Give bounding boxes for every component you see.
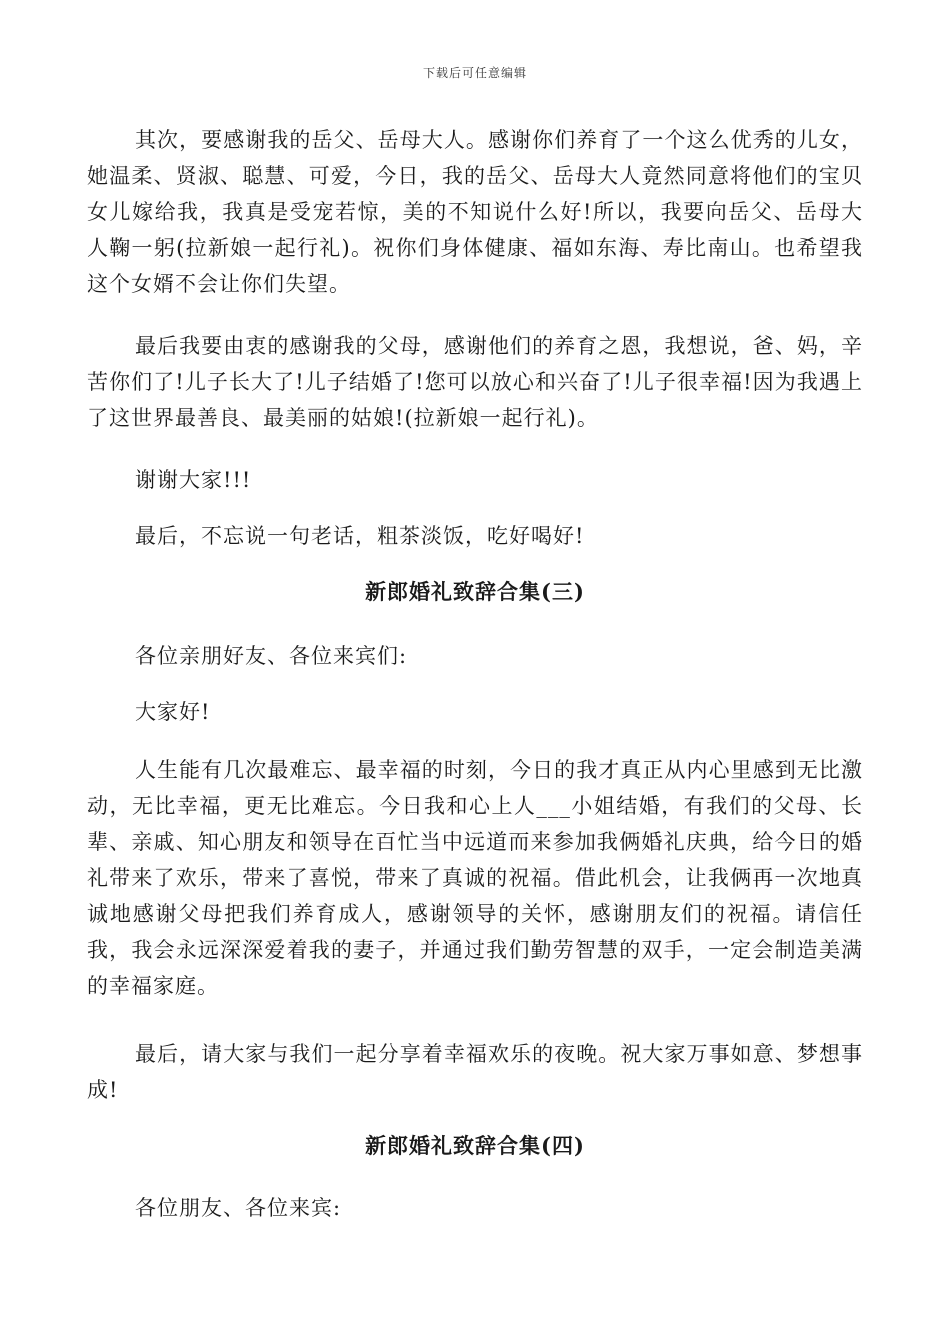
section-heading-four: 新郎婚礼致辞合集(四) [365, 1133, 585, 1158]
paragraph-hello: 大家好! [135, 700, 211, 724]
paragraph-wedding-speech: 人生能有几次最难忘、最幸福的时刻，今日的我才真正从内心里感到无比激动，无比幸福，更无比难忘。今日我和心上人___小姐结婚，有我们的父母、长辈、亲戚、知心朋友和领导在百忙当中远道而来参加我俩婚礼庆典，给今日的婚礼带来了欢乐，带来了喜悦，带来了真诚的祝福。借此机会，让我俩再一次地真诚地感谢父母把我们养育成人，感谢领导的关怀，感谢朋友们的祝福。请信任我，我会永远深深爱着我的妻子，并通过我们勤劳智慧的双手，一定会制造美满的幸福家庭。 [87, 758, 863, 998]
paragraph-greeting-friends: 各位朋友、各位来宾: [135, 1196, 342, 1220]
paragraph-thank-everyone: 谢谢大家!!! [135, 468, 252, 492]
paragraph-thanks-in-laws: 其次，要感谢我的岳父、岳母大人。感谢你们养育了一个这么优秀的儿女，她温柔、贤淑、聪慧、可爱，今日，我的岳父、岳母大人竟然同意将他们的宝贝女儿嫁给我，我真是受宠若惊，美的不知说什么好!所以，我要向岳父、岳母大人鞠一躬(拉新娘一起行礼)。祝你们身体健康、福如东海、寿比南山。也希望我这个女婿不会让你们失望。 [87, 128, 863, 296]
section-heading-three: 新郎婚礼致辞合集(三) [365, 579, 585, 604]
paragraph-thanks-parents: 最后我要由衷的感谢我的父母，感谢他们的养育之恩，我想说，爸、妈，辛苦你们了!儿子长大了!儿子结婚了!您可以放心和兴奋了!儿子很幸福!因为我遇上了这世界最善良、最美丽的姑娘!(拉新娘一起行礼)。 [87, 334, 863, 430]
paragraph-greeting-guests: 各位亲朋好友、各位来宾们: [135, 644, 408, 668]
paragraph-final-wishes: 最后，请大家与我们一起分享着幸福欢乐的夜晚。祝大家万事如意、梦想事成! [87, 1042, 863, 1102]
header-note: 下载后可任意编辑 [422, 66, 527, 80]
paragraph-closing-words: 最后，不忘说一句老话，粗茶淡饭，吃好喝好! [135, 524, 585, 548]
